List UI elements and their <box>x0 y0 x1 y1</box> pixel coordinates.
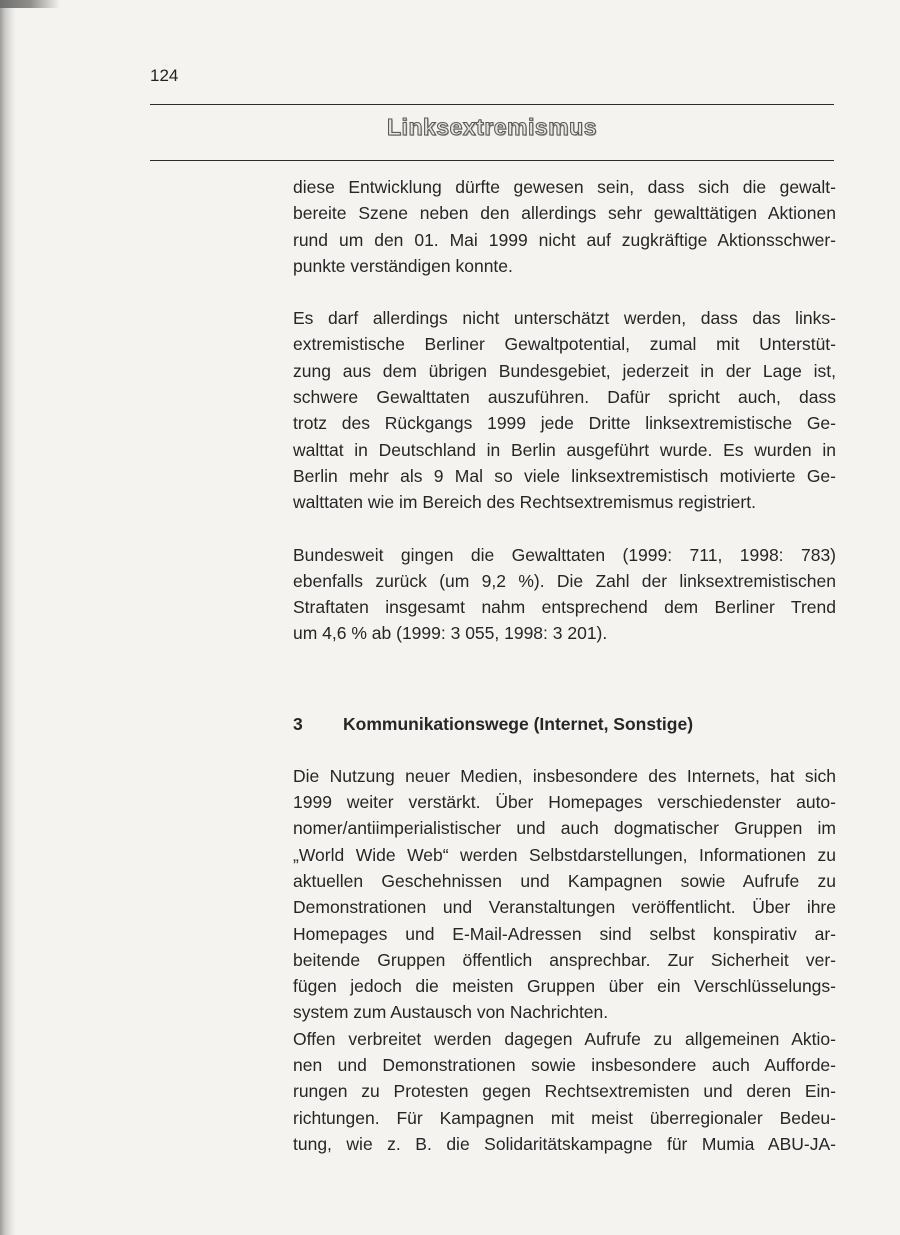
section-number: 3 <box>293 713 303 734</box>
text-line: „World Wide Web“ werden Selbstdarstellungen, Informationen zu <box>293 844 836 865</box>
text-line: walttaten wie im Bereich des Rechtsextremismus registriert. <box>293 492 756 513</box>
text-line: diese Entwicklung dürfte gewesen sein, dass sich die gewalt- <box>293 177 836 197</box>
text-line: aktuellen Geschehnissen und Kampagnen sowie Aufrufe zu <box>293 870 836 891</box>
text-line: ebenfalls zurück (um 9,2 %). Die Zahl der linksextremistischen <box>293 570 836 591</box>
intro-paragraphs <box>293 174 836 647</box>
running-header: Linksextremismus <box>387 114 597 140</box>
text-line: nomer/antiimperialistischer und auch dogmatischer Gruppen im <box>293 818 836 839</box>
text-line: trotz des Rückgangs 1999 jede Dritte linksextremistische Ge- <box>293 413 836 434</box>
section-title: Kommunikationswege (Internet, Sonstige) <box>343 713 694 734</box>
text-line: Offen verbreitet werden dagegen Aufrufe zu allgemeinen Aktio- <box>293 1028 836 1049</box>
scan-corner-shadow <box>0 0 60 8</box>
text-line: extremistische Berliner Gewaltpotential, zumal mit Unterstüt- <box>293 334 836 355</box>
text-line: Die Nutzung neuer Medien, insbesondere des Internets, hat sich <box>293 765 836 786</box>
text-line: punkte verständigen konnte. <box>293 255 513 276</box>
text-line: walttat in Deutschland in Berlin ausgeführt wurde. Es wurden in <box>293 439 836 460</box>
paragraph <box>293 1026 836 1157</box>
header-rule-bottom <box>150 160 834 161</box>
paragraph <box>293 542 836 647</box>
text-line: Berlin mehr als 9 Mal so viele linksextremistisch motivierte Ge- <box>293 465 836 486</box>
text-line: system zum Austausch von Nachrichten. <box>293 1002 609 1023</box>
text-line: 1999 weiter verstärkt. Über Homepages verschiedenster auto- <box>293 792 836 813</box>
text-line: zung aus dem übrigen Bundesgebiet, jederzeit in der Lage ist, <box>293 360 836 381</box>
text-line: Homepages und E-Mail-Adressen sind selbst konspirativ ar- <box>293 923 836 944</box>
text-line: Es darf allerdings nicht unterschätzt werden, dass das links- <box>293 308 836 329</box>
text-line: Straftaten insgesamt nahm entsprechend dem Berliner Trend <box>293 597 836 618</box>
section-heading <box>293 711 836 737</box>
text-line: nen und Demonstrationen sowie insbesondere auch Aufforde- <box>293 1055 836 1076</box>
page-number: 124 <box>150 66 179 85</box>
text-line: bereite Szene neben den allerdings sehr gewalttätigen Aktionen <box>293 203 836 224</box>
paragraph <box>293 305 836 515</box>
text-line: schwere Gewalttaten auszuführen. Dafür spricht auch, dass <box>293 387 836 408</box>
text-line: tung, wie z. B. die Solidaritätskampagne für Mumia ABU-JA- <box>293 1133 836 1154</box>
text-line: fügen jedoch die meisten Gruppen über ein Verschlüsselungs- <box>293 976 836 997</box>
paragraph <box>293 763 836 1026</box>
paragraph <box>293 174 836 279</box>
body-text <box>293 174 836 1157</box>
text-line: um 4,6 % ab (1999: 3 055, 1998: 3 201). <box>293 623 608 644</box>
text-line: richtungen. Für Kampagnen mit meist überregionaler Bedeu- <box>293 1107 836 1128</box>
header-rule-top <box>150 104 834 105</box>
text-line: rungen zu Protesten gegen Rechtsextremisten und deren Ein- <box>293 1081 836 1102</box>
section-paragraphs <box>293 763 836 1157</box>
text-line: Bundesweit gingen die Gewalttaten (1999: 711, 1998: 783) <box>293 544 836 565</box>
text-line: Demonstrationen und Veranstaltungen veröffentlicht. Über ihre <box>293 897 836 918</box>
scan-edge-shadow <box>0 0 16 1235</box>
text-line: rund um den 01. Mai 1999 nicht auf zugkräftige Aktionsschwer- <box>293 229 836 250</box>
text-line: beitende Gruppen öffentlich ansprechbar. Zur Sicherheit ver- <box>293 949 836 970</box>
